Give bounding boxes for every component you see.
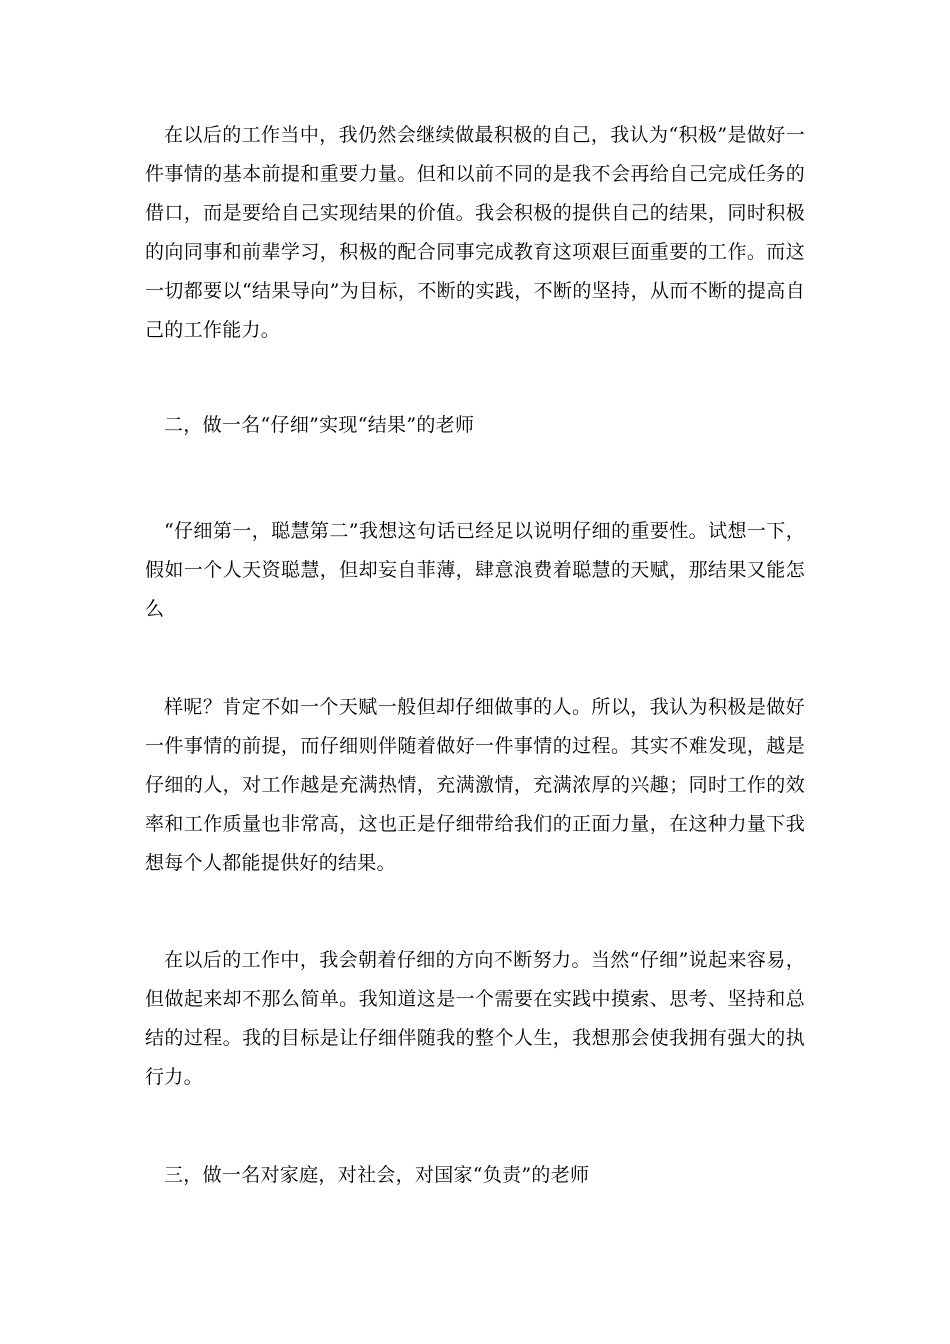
- paragraph-positive-attitude: 在以后的工作当中，我仍然会继续做最积极的自己，我认为“积极”是做好一件事情的基本前提和重要力量。但和以前不同的是我不会再给自己完成任务的借口，而是要给自己实现结果的价值。我会积极的提供自己的结果，同时积极的向同事和前辈学习，积极的配合同事完成教育这项艰巨面重要的工作。而这一切都要以“结果导向”为目标，不断的实践，不断的坚持，从而不断的提高自己的工作能力。: [145, 124, 805, 341]
- paragraph-future-effort: 在以后的工作中，我会朝着仔细的方向不断努力。当然“仔细”说起来容易，但做起来却不那么简单。我知道这是一个需要在实践中摸索、思考、坚持和总结的过程。我的目标是让仔细伴随我的整个人生，我想那会使我拥有强大的执行力。: [145, 949, 805, 1088]
- section-heading-responsible-teacher: 三，做一名对家庭，对社会，对国家“负责”的老师: [164, 1164, 590, 1186]
- paragraph-careful-process: 样呢？肯定不如一个天赋一般但却仔细做事的人。所以，我认为积极是做好一件事情的前提，而仔细则伴随着做好一件事情的过程。其实不难发现，越是仔细的人，对工作越是充满热情，充满激情，充满浓厚的兴趣；同时工作的效率和工作质量也非常高，这也正是仔细带给我们的正面力量，在这种力量下我想每个人都能提供好的结果。: [145, 696, 805, 874]
- paragraph-careful-first: “仔细第一，聪慧第二”我想这句话已经足以说明仔细的重要性。试想一下，假如一个人天资聪慧，但却妄自菲薄，肆意浪费着聪慧的天赋，那结果又能怎么: [145, 520, 805, 620]
- section-heading-careful-teacher: 二，做一名“仔细”实现“结果”的老师: [164, 414, 475, 436]
